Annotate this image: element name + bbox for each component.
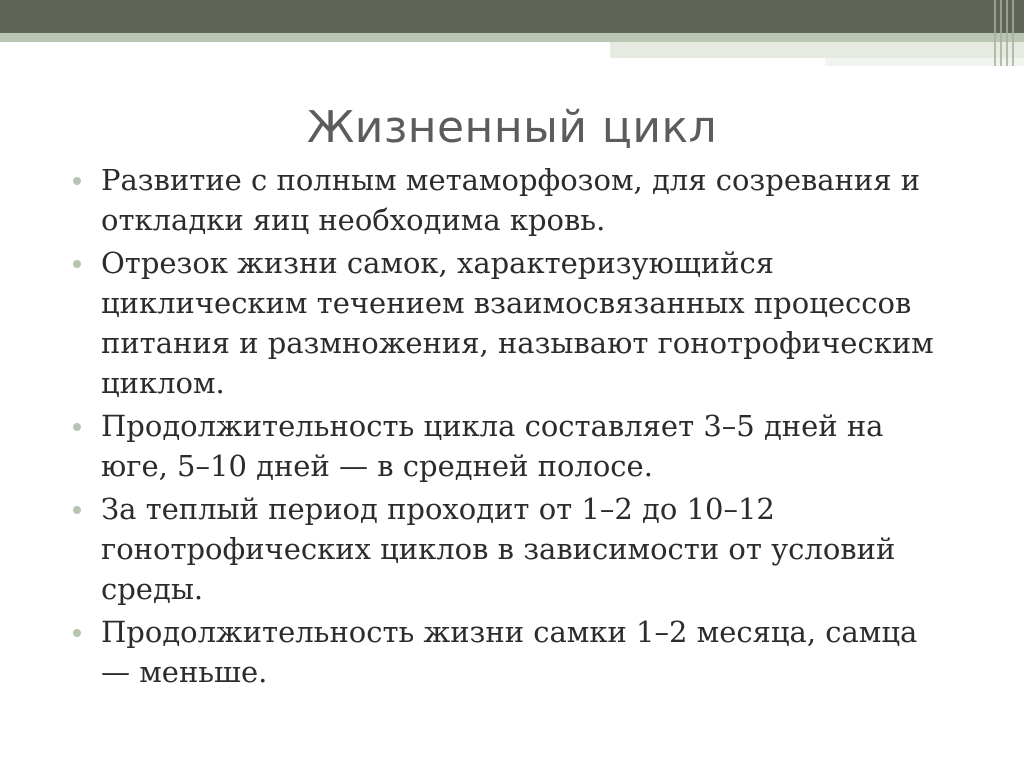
decorative-edge-lines (994, 0, 1016, 66)
bullet-item (73, 406, 953, 486)
decorative-line (1000, 0, 1002, 66)
bullet-text: Развитие с полным метаморфозом, для созревания и откладки яиц необходима кровь. (101, 163, 921, 237)
decorative-line (994, 0, 996, 66)
bullet-dot-icon (73, 177, 81, 185)
bullet-text: Продолжительность жизни самки 1–2 месяца, самца — меньше. (101, 615, 918, 689)
accent-stripe-light (610, 42, 1024, 58)
bullet-dot-icon (73, 506, 81, 514)
bullet-dot-icon (73, 260, 81, 268)
bullet-item (73, 489, 953, 609)
bullet-dot-icon (73, 423, 81, 431)
bullet-list (73, 160, 953, 695)
accent-stripe (0, 33, 1024, 42)
decorative-line (1006, 0, 1008, 66)
slide-title: Жизненный цикл (306, 102, 718, 153)
header-band (0, 0, 1024, 33)
bullet-item (73, 612, 953, 692)
bullet-dot-icon (73, 629, 81, 637)
bullet-item (73, 243, 953, 403)
decorative-line (1012, 0, 1014, 66)
bullet-item (73, 160, 953, 240)
bullet-text: Продолжительность цикла составляет 3–5 дней на юге, 5–10 дней — в средней полосе. (101, 409, 884, 483)
bullet-text: За теплый период проходит от 1–2 до 10–12 гонотрофических циклов в зависимости от условий среды. (101, 492, 896, 606)
bullet-text: Отрезок жизни самок, характеризующийся циклическим течением взаимосвязанных процессов питания и размножения, называют гонотрофическим циклом. (101, 246, 934, 400)
